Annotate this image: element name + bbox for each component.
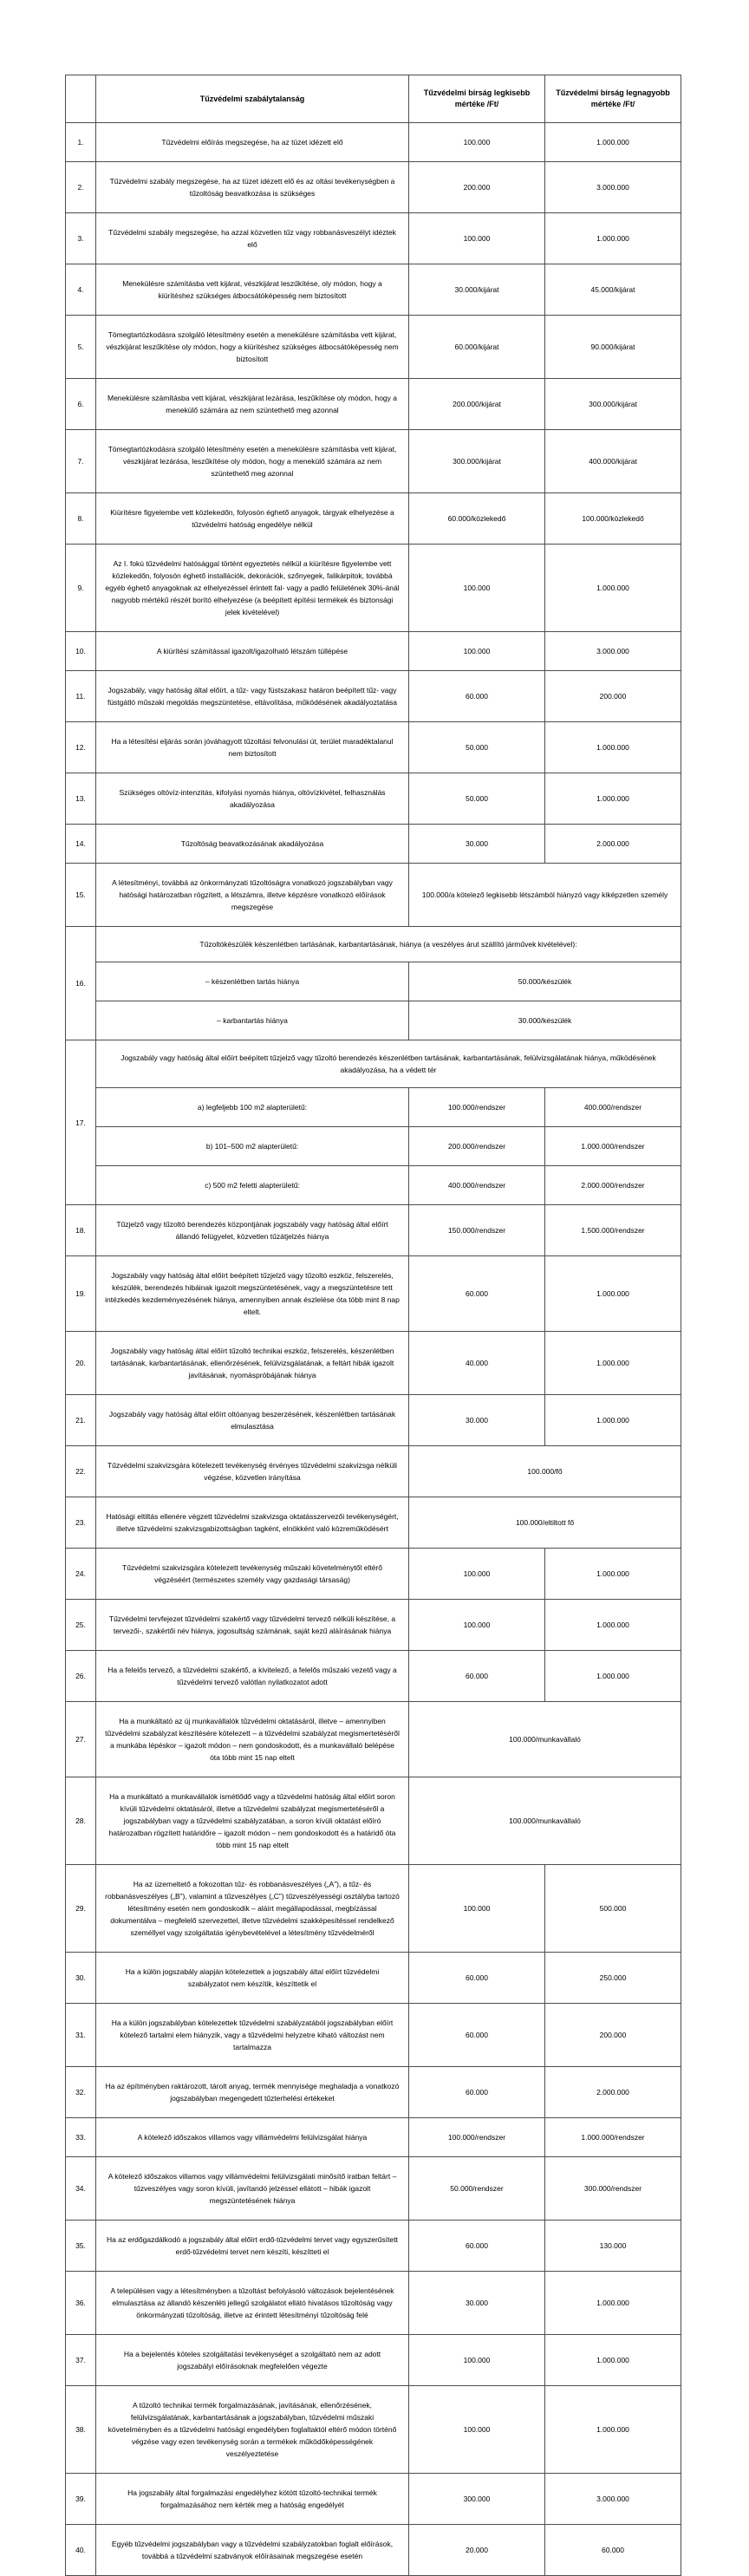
min-fine: 50.000 [409, 773, 545, 825]
merged-fine: 30.000/készülék [409, 1001, 681, 1040]
table-row [66, 1446, 681, 1497]
min-fine: 100.000 [409, 1600, 545, 1651]
violation-text: Ha az építményben raktározott, tárolt anyag, termék mennyisége meghaladja a vonatkozó jogszabályban megengedett tűzterhelési értékeket [96, 2067, 409, 2118]
min-fine: 100.000 [409, 1549, 545, 1600]
row-number: 7. [66, 430, 96, 493]
table-row [66, 2335, 681, 2386]
row-number: 10. [66, 632, 96, 671]
row-number: 33. [66, 2118, 96, 2157]
row-number: 24. [66, 1549, 96, 1600]
row-number: 35. [66, 2221, 96, 2272]
header-cell-max-fine: Tűzvédelmi bírság legnagyobb mértéke /Ft/ [545, 75, 681, 123]
max-fine: 60.000 [545, 2525, 681, 2576]
min-fine: 50.000 [409, 722, 545, 773]
row-number: 28. [66, 1777, 96, 1865]
table-row [66, 2157, 681, 2221]
table-row [66, 864, 681, 927]
violation-text: Ha a munkáltató a munkavállalók ismétlődő vagy a tűzvédelmi hatóság által előírt soron kívüli tűzvédelmi oktatásáról, illetve a tűzvédelmi szabályzat megismertetéséről a jogszabályban vagy a tűzvédelmi szabályzatában, a soron kívüli oktatást előíró határozatban rögzített határidőre – igazolt módon – nem gondoskodott és a határidő óta több mint 15 nap eltelt [96, 1777, 409, 1865]
merged-fine: 100.000/munkavállaló [409, 1777, 681, 1865]
violation-text: Tömegtartózkodásra szolgáló létesítmény esetén a menekülésre számításba vett kijárat, vészkijárat leszűkítése oly módon, hogy a kiürítéshez szükséges átbocsátóképesség nem biztosított [96, 316, 409, 379]
table-header [66, 75, 681, 123]
violation-text: Ha a külön jogszabályban kötelezettek tűzvédelmi szabályzatából jogszabályban előírt kötelező tartalmi elem hiányzik, vagy a tűzvédelmi helyzetre kiható változást nem tartalmazza [96, 2004, 409, 2067]
min-fine: 30.000 [409, 2272, 545, 2335]
fines-table [65, 75, 681, 2576]
violation-text: a) legfeljebb 100 m2 alapterületű: [96, 1088, 409, 1127]
violation-text: Tűzvédelmi szakvizsgára kötelezett tevékenység műszaki követelménytől eltérő végzéséért (természetes személy vagy gazdasági társaság) [96, 1549, 409, 1600]
violation-text: A létesítményi, továbbá az önkormányzati tűzoltóságra vonatkozó jogszabályban vagy hatósági határozatban rögzített, a létszámra, illetve képzésre vonatkozó előírások megszegése [96, 864, 409, 927]
min-fine: 60.000 [409, 1256, 545, 1332]
table-row [66, 825, 681, 864]
table-row [66, 2118, 681, 2157]
violation-text: Ha az üzemeltető a fokozottan tűz- és robbanásveszélyes („A”), a tűz- és robbanásveszélyes („B”), valamint a tűzveszélyes („C”) tűzveszélyességi osztályba tartozó létesítmény esetén nem gondoskodik – aláírt megállapodással, megbízással dokumentálva – megfelelő szervezettel, illetve tűzvédelmi szakképesítéssel rendelkező személlyel vagy szolgáltatás igénybevételével a létesítmény tűzvédelméről [96, 1865, 409, 1953]
min-fine: 300.000 [409, 2474, 545, 2525]
violation-text: Jogszabály vagy hatóság által előírt tűzoltó technikai eszköz, felszerelés, készenlétben tartásának, karbantartásának, ellenőrzésének, felülvizsgálatának, a feltárt hibák igazolt javításának, nyomáspróbájának hiánya [96, 1332, 409, 1395]
violation-text: Hatósági eltiltás ellenére végzett tűzvédelmi szakvizsga oktatásszervezői tevékenységért, illetve tűzvédelmi szakvizsgabizottságban tagként, elnökként való közreműködésért [96, 1497, 409, 1549]
min-fine: 30.000 [409, 825, 545, 864]
table-row [66, 430, 681, 493]
max-fine: 1.000.000 [545, 1600, 681, 1651]
min-fine: 150.000/rendszer [409, 1205, 545, 1256]
max-fine: 2.000.000/rendszer [545, 1166, 681, 1205]
table-body [66, 123, 681, 2576]
violation-text: Ha a létesítési eljárás során jóváhagyott tűzoltási felvonulási út, terület maradéktalanul nem biztosított [96, 722, 409, 773]
row-number: 9. [66, 545, 96, 632]
table-row [66, 264, 681, 316]
header-cell-violation: Tűzvédelmi szabálytalanság [96, 75, 409, 123]
min-fine: 200.000/kijárat [409, 379, 545, 430]
max-fine: 250.000 [545, 1953, 681, 2004]
row-number: 29. [66, 1865, 96, 1953]
row-number: 23. [66, 1497, 96, 1549]
max-fine: 200.000 [545, 2004, 681, 2067]
min-fine: 50.000/rendszer [409, 2157, 545, 2221]
violation-text: A kiürítési számítással igazolt/igazolható létszám túllépése [96, 632, 409, 671]
min-fine: 100.000 [409, 2335, 545, 2386]
max-fine: 1.000.000 [545, 1395, 681, 1446]
min-fine: 60.000 [409, 2221, 545, 2272]
min-fine: 100.000/rendszer [409, 1088, 545, 1127]
row-number: 39. [66, 2474, 96, 2525]
max-fine: 1.500.000/rendszer [545, 1205, 681, 1256]
table-row [66, 1953, 681, 2004]
max-fine: 130.000 [545, 2221, 681, 2272]
violation-text: A településen vagy a létesítményben a tűzoltást befolyásoló változások bejelentésének elmulasztása az állandó készenléti jellegű szolgálatot ellátó hivatásos tűzoltóság vagy önkormányzati tűzoltóság, illetve az érintett létesítményi tűzoltóság felé [96, 2272, 409, 2335]
max-fine: 1.000.000 [545, 2335, 681, 2386]
row-number: 15. [66, 864, 96, 927]
min-fine: 60.000 [409, 2067, 545, 2118]
row-number: 4. [66, 264, 96, 316]
violation-text: Tűzjelző vagy tűzoltó berendezés központjának jogszabály vagy hatóság által előírt állandó felügyelet, közvetlen tűzátjelzés hiánya [96, 1205, 409, 1256]
table-row [66, 545, 681, 632]
violation-text: Ha az erdőgazdálkodó a jogszabály által előírt erdő-tűzvédelmi tervet vagy egyszerűsített erdő-tűzvédelmi tervet nem készíti, készítteti el [96, 2221, 409, 2272]
min-fine: 200.000/rendszer [409, 1127, 545, 1166]
violation-text: A kötelező időszakos villamos vagy villámvédelmi felülvizsgálati minősítő iratban feltárt – tűzveszélyes vagy soron kívüli, javítandó jelzéssel ellátott – hibák igazolt megszüntetésének hiánya [96, 2157, 409, 2221]
row-number: 11. [66, 671, 96, 722]
max-fine: 1.000.000/rendszer [545, 2118, 681, 2157]
min-fine: 60.000 [409, 671, 545, 722]
violation-text: Ha a bejelentés köteles szolgáltatási tevékenységet a szolgáltató nem az adott jogszabályi előírásoknak megfelelően végezte [96, 2335, 409, 2386]
table-row [66, 1702, 681, 1777]
table-row [66, 773, 681, 825]
row-number: 1. [66, 123, 96, 162]
header-cell-empty [66, 75, 96, 123]
row-number: 36. [66, 2272, 96, 2335]
min-fine: 20.000 [409, 2525, 545, 2576]
violation-text: b) 101–500 m2 alapterületű: [96, 1127, 409, 1166]
min-fine: 100.000/rendszer [409, 2118, 545, 2157]
merged-fine: 50.000/készülék [409, 962, 681, 1001]
max-fine: 1.000.000 [545, 123, 681, 162]
min-fine: 40.000 [409, 1332, 545, 1395]
merged-fine: 100.000/eltiltott fő [409, 1497, 681, 1549]
table-row [66, 2004, 681, 2067]
row-number: 14. [66, 825, 96, 864]
header-cell-min-fine: Tűzvédelmi bírság legkisebb mértéke /Ft/ [409, 75, 545, 123]
min-fine: 60.000 [409, 1651, 545, 1702]
max-fine: 1.000.000 [545, 1332, 681, 1395]
max-fine: 3.000.000 [545, 632, 681, 671]
table-subrow [66, 1088, 681, 1127]
table-row [66, 2221, 681, 2272]
row-number: 18. [66, 1205, 96, 1256]
max-fine: 90.000/kijárat [545, 316, 681, 379]
table-subrow [66, 1127, 681, 1166]
min-fine: 100.000 [409, 632, 545, 671]
violation-text: Menekülésre számításba vett kijárat, vészkijárat leszűkítése, oly módon, hogy a kiürítéshez szükséges átbocsátóképesség nem biztosított [96, 264, 409, 316]
row-number: 20. [66, 1332, 96, 1395]
max-fine: 2.000.000 [545, 2067, 681, 2118]
table-row [66, 162, 681, 213]
min-fine: 100.000 [409, 2386, 545, 2474]
table-row [66, 213, 681, 264]
row-number: 16. [66, 927, 96, 1040]
table-row [66, 2272, 681, 2335]
min-fine: 200.000 [409, 162, 545, 213]
row-number: 26. [66, 1651, 96, 1702]
max-fine: 1.000.000 [545, 1651, 681, 1702]
table-subrow [66, 962, 681, 1001]
table-row [66, 2067, 681, 2118]
min-fine: 300.000/kijárat [409, 430, 545, 493]
violation-text: Tömegtartózkodásra szolgáló létesítmény esetén a menekülésre számításba vett kijárat, vészkijárat lezárása, leszűkítése oly módon, hogy a menekülő számára az nem szüntethető meg azonnal [96, 430, 409, 493]
min-fine: 60.000 [409, 2004, 545, 2067]
table-row [66, 493, 681, 545]
violation-text: Az I. fokú tűzvédelmi hatósággal történt egyeztetés nélkül a kiürítésre figyelembe vett közlekedőn, folyosón éghető installációk, dekorációk, szőnyegek, falikárpitok, továbbá egyéb éghető anyagoknak az elhelyezéssel érintett fal- vagy a padló felületének 30%-ánál nagyobb mértékű részét borító elhelyezése (a beépített építési termékek és biztonsági jelek kivételével) [96, 545, 409, 632]
table-row [66, 123, 681, 162]
table-row [66, 1651, 681, 1702]
violation-text: – készenlétben tartás hiánya [96, 962, 409, 1001]
row-number: 25. [66, 1600, 96, 1651]
min-fine: 30.000 [409, 1395, 545, 1446]
min-fine: 30.000/kijárat [409, 264, 545, 316]
max-fine: 1.000.000 [545, 1549, 681, 1600]
table-row [66, 1777, 681, 1865]
violation-text: Tűzvédelmi szabály megszegése, ha azzal közvetlen tűz vagy robbanásveszélyt idéztek elő [96, 213, 409, 264]
table-row [66, 2474, 681, 2525]
row-number: 34. [66, 2157, 96, 2221]
table-subrow [66, 1001, 681, 1040]
row-number: 3. [66, 213, 96, 264]
max-fine: 1.000.000/rendszer [545, 1127, 681, 1166]
min-fine: 100.000 [409, 545, 545, 632]
max-fine: 1.000.000 [545, 2272, 681, 2335]
max-fine: 300.000/rendszer [545, 2157, 681, 2221]
violation-text: Ha a felelős tervező, a tűzvédelmi szakértő, a kivitelező, a felelős műszaki vezető vagy a tűzvédelmi tervező valótlan nyilatkozatot adott [96, 1651, 409, 1702]
row-number: 13. [66, 773, 96, 825]
min-fine: 100.000 [409, 1865, 545, 1953]
max-fine: 300.000/kijárat [545, 379, 681, 430]
table-row [66, 1040, 681, 1088]
min-fine: 100.000 [409, 123, 545, 162]
violation-text: Kiürítésre figyelembe vett közlekedőn, folyosón éghető anyagok, tárgyak elhelyezése a tűzvédelmi hatóság engedélye nélkül [96, 493, 409, 545]
row-number: 19. [66, 1256, 96, 1332]
violation-text: – karbantartás hiánya [96, 1001, 409, 1040]
max-fine: 400.000/kijárat [545, 430, 681, 493]
table-row [66, 2386, 681, 2474]
table-row [66, 1395, 681, 1446]
group-header-text: Tűzoltókészülék készenlétben tartásának, karbantartásának, hiánya (a veszélyes árut szállító járművek kivételével): [96, 927, 681, 962]
max-fine: 2.000.000 [545, 825, 681, 864]
row-number: 5. [66, 316, 96, 379]
merged-fine: 100.000/munkavállaló [409, 1702, 681, 1777]
violation-text: Jogszabály vagy hatóság által előírt oltóanyag beszerzésének, készenlétben tartásának elmulasztása [96, 1395, 409, 1446]
min-fine: 60.000 [409, 1953, 545, 2004]
header-row [66, 75, 681, 123]
max-fine: 500.000 [545, 1865, 681, 1953]
merged-fine: 100.000/a kötelező legkisebb létszámból hiányzó vagy kiképzetlen személy [409, 864, 681, 927]
max-fine: 1.000.000 [545, 2386, 681, 2474]
row-number: 6. [66, 379, 96, 430]
row-number: 38. [66, 2386, 96, 2474]
violation-text: Ha jogszabály által forgalmazási engedélyhez kötött tűzoltó-technikai termék forgalmazásához nem kérték meg a hatóság engedélyét [96, 2474, 409, 2525]
table-row [66, 2525, 681, 2576]
violation-text: Tűzvédelmi tervfejezet tűzvédelmi szakértő vagy tűzvédelmi tervező nélküli készítése, a tervezői-, szakértői név hiánya, jogosultság számának, saját kezű aláírásának hiánya [96, 1600, 409, 1651]
min-fine: 60.000/közlekedő [409, 493, 545, 545]
min-fine: 60.000/kijárat [409, 316, 545, 379]
max-fine: 3.000.000 [545, 2474, 681, 2525]
max-fine: 45.000/kijárat [545, 264, 681, 316]
violation-text: c) 500 m2 feletti alapterületű: [96, 1166, 409, 1205]
min-fine: 400.000/rendszer [409, 1166, 545, 1205]
violation-text: Ha a külön jogszabály alapján kötelezettek a jogszabály által előírt tűzvédelmi szabályzatot nem készítik, készíttetik el [96, 1953, 409, 2004]
table-row [66, 1549, 681, 1600]
violation-text: Tűzoltóság beavatkozásának akadályozása [96, 825, 409, 864]
table-row [66, 1600, 681, 1651]
row-number: 8. [66, 493, 96, 545]
max-fine: 400.000/rendszer [545, 1088, 681, 1127]
violation-text: Menekülésre számításba vett kijárat, vészkijárat lezárása, leszűkítése oly módon, hogy a menekülő számára az nem szüntethető meg azonnal [96, 379, 409, 430]
table-row [66, 722, 681, 773]
violation-text: A kötelező időszakos villamos vagy villámvédelmi felülvizsgálat hiánya [96, 2118, 409, 2157]
row-number: 12. [66, 722, 96, 773]
table-row [66, 379, 681, 430]
min-fine: 100.000 [409, 213, 545, 264]
merged-fine: 100.000/fő [409, 1446, 681, 1497]
table-row [66, 1497, 681, 1549]
max-fine: 3.000.000 [545, 162, 681, 213]
row-number: 31. [66, 2004, 96, 2067]
violation-text: Jogszabály, vagy hatóság által előírt, a tűz- vagy füstszakasz határon beépített tűz- vagy füstgátló műszaki megoldás megszüntetése, eltávolítása, működésének akadályoztatása [96, 671, 409, 722]
row-number: 22. [66, 1446, 96, 1497]
table-row [66, 1332, 681, 1395]
violation-text: Ha a munkáltató az új munkavállalók tűzvédelmi oktatásáról, illetve – amennyiben tűzvédelmi szabályzat készítésére kötelezett – a tűzvédelmi szabályzat megismertetéséről a munkába lépéskor – igazolt módon – nem gondoskodott, és a munkavállaló belépése óta több mint 15 nap eltelt [96, 1702, 409, 1777]
table-row [66, 316, 681, 379]
table-row [66, 671, 681, 722]
group-header-text: Jogszabály vagy hatóság által előírt beépített tűzjelző vagy tűzoltó berendezés készenlétben tartásának, karbantartásának, felülvizsgálatának hiánya, működésének akadályozása, ha a védett tér [96, 1040, 681, 1088]
max-fine: 1.000.000 [545, 773, 681, 825]
row-number: 40. [66, 2525, 96, 2576]
max-fine: 1.000.000 [545, 545, 681, 632]
max-fine: 200.000 [545, 671, 681, 722]
max-fine: 100.000/közlekedő [545, 493, 681, 545]
max-fine: 1.000.000 [545, 1256, 681, 1332]
max-fine: 1.000.000 [545, 213, 681, 264]
violation-text: Tűzvédelmi szakvizsgára kötelezett tevékenység érvényes tűzvédelmi szakvizsga nélküli végzése, közvetlen irányítása [96, 1446, 409, 1497]
violation-text: Szükséges oltóvíz-intenzitás, kifolyási nyomás hiánya, oltóvízkivétel, felhasználás akadályozása [96, 773, 409, 825]
table-row [66, 1865, 681, 1953]
table-row [66, 1205, 681, 1256]
table-subrow [66, 1166, 681, 1205]
violation-text: Jogszabály vagy hatóság által előírt beépített tűzjelző vagy tűzoltó eszköz, felszerelés, készülék, berendezés hibáinak igazolt megszüntetésének, vagy a megszüntetésre tett intézkedés kezdeményezésének hiánya, amennyiben annak észlelése óta több mint 8 nap eltelt. [96, 1256, 409, 1332]
row-number: 2. [66, 162, 96, 213]
max-fine: 1.000.000 [545, 722, 681, 773]
violation-text: A tűzoltó technikai termék forgalmazásának, javításának, ellenőrzésének, felülvizsgálatának, karbantartásának a jogszabályban, tűzvédelmi műszaki követelményben és a tűzvédelmi hatósági engedélyben foglaltaktól eltérő módon történő végzése vagy ezen tevékenység során a termékek működőképességének veszélyeztetése [96, 2386, 409, 2474]
row-number: 27. [66, 1702, 96, 1777]
table-row [66, 927, 681, 962]
row-number: 32. [66, 2067, 96, 2118]
row-number: 30. [66, 1953, 96, 2004]
violation-text: Tűzvédelmi szabály megszegése, ha az tüzet idézett elő és az oltási tevékenységben a tűzoltóság beavatkozása is szükséges [96, 162, 409, 213]
table-row [66, 1256, 681, 1332]
row-number: 17. [66, 1040, 96, 1205]
violation-text: Tűzvédelmi előírás megszegése, ha az tüzet idézett elő [96, 123, 409, 162]
violation-text: Egyéb tűzvédelmi jogszabályban vagy a tűzvédelmi szabályzatokban foglalt előírások, továbbá a tűzvédelmi szabványok előírásainak megszegése esetén [96, 2525, 409, 2576]
row-number: 37. [66, 2335, 96, 2386]
table-row [66, 632, 681, 671]
row-number: 21. [66, 1395, 96, 1446]
